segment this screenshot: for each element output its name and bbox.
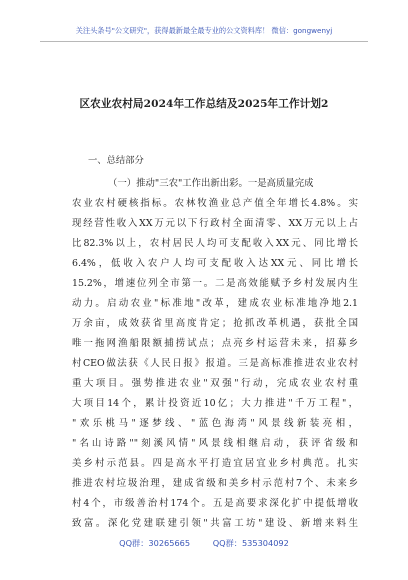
body-line: 唯一拖网渔船限额捕捞试点；点亮乡村运营未来，招募乡 (72, 338, 358, 349)
body-line: 美乡村示范县。四是高水平打造宜居宜业乡村典范。扎实 (72, 458, 358, 469)
section-heading: 一、总结部分 (88, 155, 144, 166)
qq-group-2: QQ群：535304092 (212, 538, 289, 548)
qq-group-1: QQ群：30265665 (119, 538, 191, 548)
body-line: 大项目14个，累计投资近10亿；大力推进"千万工程"， (72, 398, 358, 409)
body-line: 重大项目。强势推进农业"双强"行动，完成农业农村重 (72, 378, 358, 389)
body-line: "欢乐桃马"逐梦线、"蓝色海湾"风景线新装亮相， (72, 418, 358, 429)
header-promo-note: 关注头条号"公文研究"，获得最新最全最专业的公文资料库！ 微信：gongwenyj (40, 26, 368, 42)
body-line: 致富。深化党建联建引领"共富工坊"建设、新增来料生 (72, 518, 358, 529)
body-line: （一）推动"三农"工作出新出彩。一是高质量完成 (108, 178, 314, 189)
body-line: 现经营性收入XX万元以下行政村全面清零、XX万元以上占 (72, 218, 358, 229)
body-line: 推进农村垃圾治理，建成省级和美乡村示范村7个、未来乡 (72, 478, 358, 489)
body-line: 村CEO做法获《人民日报》报道。三是高标准推进农业农村 (72, 358, 358, 369)
body-line: "名山诗路""刻溪风情"风景线相继启动，获评省级和 (72, 438, 358, 449)
body-line: 6.4%，低收入农户人均可支配收入达XX元、同比增长 (72, 258, 358, 269)
body-line: 万余亩，成效获省里高度肯定；抢抓改革机遇，获批全国 (72, 318, 358, 329)
body-line: 比82.3%以上，农村居民人均可支配收入XX元、同比增长 (72, 238, 358, 249)
footer-qq-groups (0, 538, 408, 549)
body-line: 农业农村硬核指标。农林牧渔业总产值全年增长4.8%。实 (72, 198, 358, 209)
body-line: 15.2%，增速位列全市第一。二是高效能赋予乡村发展内生 (72, 278, 358, 289)
document-title: 区农业农村局2024年工作总结及2025年工作计划2 (79, 98, 329, 110)
body-line: 村4个，市级善治村174个。五是高要求深化扩中提低增收 (72, 498, 358, 509)
body-line: 动力。启动农业"标准地"改革，建成农业标准地净地2.1 (72, 298, 358, 309)
